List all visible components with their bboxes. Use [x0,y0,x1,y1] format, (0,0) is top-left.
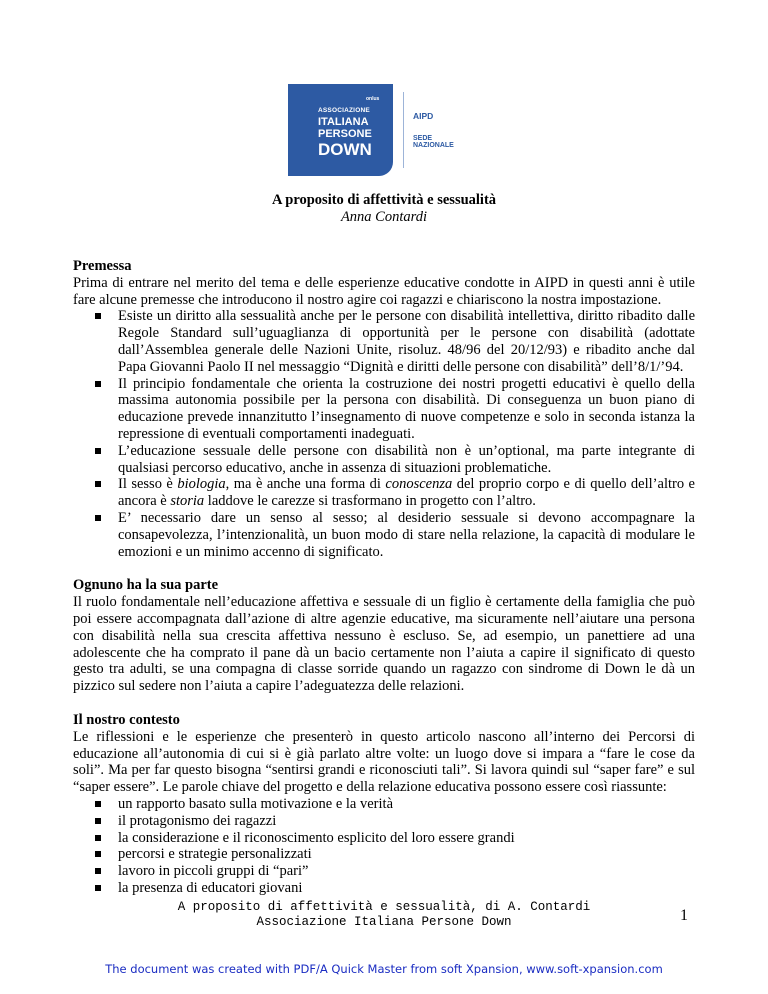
section-heading: Ognuno ha la sua parte [73,577,219,594]
list-item: E’ necessario dare un senso al sesso; al desiderio sessuale si devono accompagnare la consapevolezza, l’intenzionalità, un buon modo di stare nella relazione, la capacità di modulare le emozioni e un minimo accenno di significato. [73,510,695,560]
paragraph: Le riflessioni e le esperienze che presenterò in questo articolo nascono all’interno dei Percorsi di educazione all’autonomia di cui si è già parlato altre volte: un luogo dove si impara a “fare le cose da soli”. Ma per far questo bisogna “sentirsi grandi e riconosciuti tali”. Si lavora quindi sul “saper fare” e sul “saper essere”. Le parole chiave del progetto e della relazione educativa possono essere così riassunte: [73,728,695,796]
list-item: la presenza di educatori giovani [73,880,695,897]
logo-divider [403,92,404,168]
list-item: percorsi e strategie personalizzati [73,846,695,863]
page-number: 1 [680,907,688,924]
paragraph: Prima di entrare nel merito del tema e delle esperienze educative condotte in AIPD in questi anni è utile fare alcune premesse che introducono il nostro agire coi ragazzi e chiariscono la nostra impostazione. [73,274,695,308]
document-author: Anna Contardi [340,209,428,225]
list-item: Il principio fondamentale che orienta la costruzione dei nostri progetti educativi è quello della massima autonomia possibile per la persona con disabilità. Di conseguenza un buon piano di educazione prevede innanzitutto l’insegnamento di nuove competenze e solo in seconda istanza la repressione di eventuali comportamenti inadeguati. [73,376,695,443]
footer-line1: A proposito di affettività e sessualità, di A. Contardi [177,900,591,914]
bullet-list [73,308,695,560]
section-premessa [73,258,695,560]
list-item: lavoro in piccoli gruppi di “pari” [73,863,695,880]
aipd-logo [288,84,480,176]
logo-line4: DOWN [318,139,372,159]
logo-sede: SEDE [413,134,433,142]
document-body [73,258,695,897]
list-item: Il sesso è biologia, ma è anche una forma di conoscenza del proprio corpo e di quello dell’altro e ancora è storia laddove le carezze si trasformano in progetto con l’altro. [73,476,695,510]
logo-onlus: onlus [366,96,380,102]
list-item: L’educazione sessuale delle persone con disabilità non è un’optional, ma parte integrante di qualsiasi percorso educativo, anche in assenza di situazioni problematiche. [73,443,695,477]
section-heading: Premessa [73,258,132,274]
list-item: la considerazione e il riconoscimento esplicito del loro essere grandi [73,830,695,847]
section-heading: Il nostro contesto [73,711,180,728]
logo-line2: ITALIANA [318,115,369,128]
list-item: il protagonismo dei ragazzi [73,813,695,830]
footer-line2: Associazione Italiana Persone Down [256,915,512,929]
logo-right [413,112,454,150]
paragraph: Il ruolo fondamentale nell’educazione affettiva e sessuale di un figlio è certamente della famiglia che può poi essere accompagnata dall’azione di altre agenzie educative, ma sicuramente nell’aiutare una persona con disabilità nella sua crescita affettiva nessuno è escluso. Se, ad esempio, un panettiere ad una adolescente che ha comprato il pane dà un bacio certamente non l’aiuta a capire il significato di questo gesto tra adulti, se una compagna di classe sorride quando un ragazzo con sindrome di Down le dà un pizzico sul sedere non l’aiuta a capire l’adeguatezza delle relazioni. [73,594,695,695]
page-footer [0,900,768,930]
logo-line3: PERSONE [318,127,372,140]
list-item: Esiste un diritto alla sessualità anche per le persone con disabilità intellettiva, diritto ribadito dalle Regole Standard sull’uguaglianza di opportunità per le persone con disabilità (adottate dall’Assemblea generale delle Nazioni Unite, risoluz. 48/96 del 20/12/93) e ribadito anche dal Papa Giovanni Paolo II nel messaggio “Dignità e diritti delle persone con disabilità” dell’8/1/’94. [73,308,695,375]
logo-aipd: AIPD [413,111,434,121]
bullet-list [73,796,695,897]
logo-line1: ASSOCIAZIONE [318,107,370,114]
section-contesto [73,712,695,897]
document-title: A proposito di affettività e sessualità [271,192,497,208]
list-item: un rapporto basato sulla motivazione e la verità [73,796,695,813]
section-ognuno [73,577,695,695]
logo-nazionale: NAZIONALE [413,142,454,150]
logo-block [288,84,393,176]
pdf-creator-banner: The document was created with PDF/A Quick Master from soft Xpansion, www.soft-xpansion.com [105,962,663,976]
